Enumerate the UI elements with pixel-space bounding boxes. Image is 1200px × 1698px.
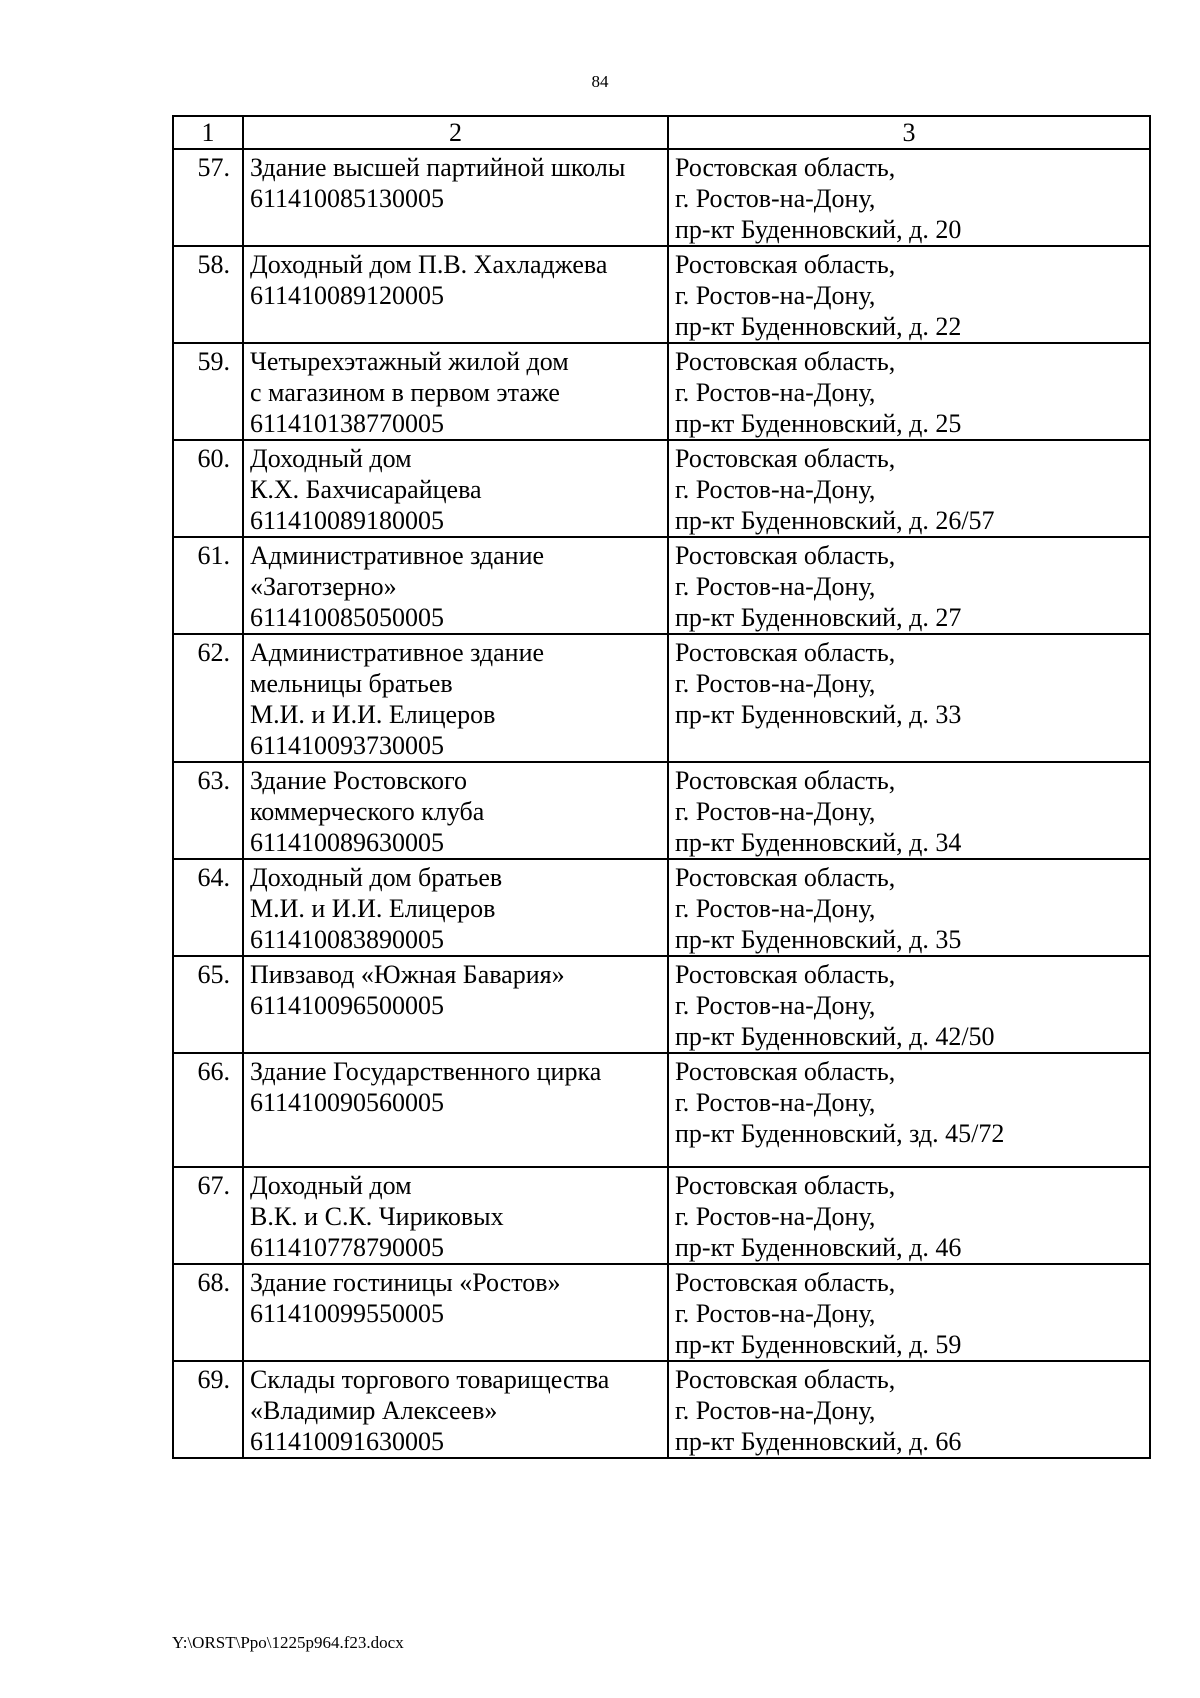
row-number: 63. <box>173 762 243 859</box>
object-name-line: 611410083890005 <box>250 925 445 954</box>
object-name-line: 611410099550005 <box>250 1299 445 1328</box>
object-name-cell <box>243 343 668 440</box>
object-name-line: Здание Государственного цирка <box>250 1057 602 1086</box>
object-name-line: «Заготзерно» <box>250 572 397 601</box>
address-cell <box>668 1053 1150 1167</box>
object-name-line: 611410089180005 <box>250 506 445 535</box>
row-number: 59. <box>173 343 243 440</box>
address-line: пр-кт Буденновский, д. 66 <box>675 1427 962 1456</box>
object-name-line: Доходный дом <box>250 444 412 473</box>
registry-table <box>172 115 1151 1459</box>
header-cell-address: 3 <box>668 116 1150 149</box>
table-row <box>173 537 1150 634</box>
address-line: Ростовская область, <box>675 766 896 795</box>
table-row <box>173 246 1150 343</box>
address-cell <box>668 956 1150 1053</box>
address-line: пр-кт Буденновский, д. 27 <box>675 603 962 632</box>
object-name-cell <box>243 149 668 246</box>
object-name-line: Доходный дом П.В. Хахладжева <box>250 250 608 279</box>
address-cell <box>668 1264 1150 1361</box>
address-line: Ростовская область, <box>675 1171 896 1200</box>
file-path-footer: Y:\ORST\Ppo\1225p964.f23.docx <box>172 1633 404 1652</box>
object-name-line: 611410089120005 <box>250 281 445 310</box>
object-name-line: Доходный дом братьев <box>250 863 503 892</box>
address-cell <box>668 343 1150 440</box>
address-line: Ростовская область, <box>675 250 896 279</box>
row-number: 62. <box>173 634 243 762</box>
row-number: 67. <box>173 1167 243 1264</box>
object-name-cell <box>243 956 668 1053</box>
address-line: Ростовская область, <box>675 444 896 473</box>
address-line: г. Ростов-на-Дону, <box>675 281 876 310</box>
address-line: пр-кт Буденновский, д. 59 <box>675 1330 962 1359</box>
address-line: пр-кт Буденновский, д. 35 <box>675 925 962 954</box>
object-name-line: М.И. и И.И. Елицеров <box>250 894 496 923</box>
object-name-line: Здание гостиницы «Ростов» <box>250 1268 561 1297</box>
object-name-line: Административное здание <box>250 541 545 570</box>
address-line: пр-кт Буденновский, д. 34 <box>675 828 962 857</box>
object-name-line: коммерческого клуба <box>250 797 485 826</box>
table-row <box>173 440 1150 537</box>
table-row <box>173 1053 1150 1167</box>
object-name-line: 611410778790005 <box>250 1233 445 1262</box>
object-name-line: 611410093730005 <box>250 731 445 760</box>
object-name-cell <box>243 440 668 537</box>
address-line: г. Ростов-на-Дону, <box>675 378 876 407</box>
address-line: г. Ростов-на-Дону, <box>675 1088 876 1117</box>
address-line: пр-кт Буденновский, д. 42/50 <box>675 1022 995 1051</box>
object-name-line: М.И. и И.И. Елицеров <box>250 700 496 729</box>
address-line: г. Ростов-на-Дону, <box>675 475 876 504</box>
address-line: Ростовская область, <box>675 863 896 892</box>
address-cell <box>668 1167 1150 1264</box>
object-name-line: 611410091630005 <box>250 1427 445 1456</box>
address-line: г. Ростов-на-Дону, <box>675 1202 876 1231</box>
address-line: г. Ростов-на-Дону, <box>675 894 876 923</box>
table-row <box>173 859 1150 956</box>
address-line: Ростовская область, <box>675 541 896 570</box>
address-cell <box>668 537 1150 634</box>
header-cell-name: 2 <box>243 116 668 149</box>
address-line: пр-кт Буденновский, д. 46 <box>675 1233 962 1262</box>
object-name-cell <box>243 1361 668 1458</box>
table-body <box>173 149 1150 1458</box>
row-number: 68. <box>173 1264 243 1361</box>
object-name-cell <box>243 634 668 762</box>
table-row <box>173 634 1150 762</box>
table-row <box>173 1264 1150 1361</box>
table-row <box>173 1361 1150 1458</box>
address-line: г. Ростов-на-Дону, <box>675 991 876 1020</box>
header-row <box>173 116 1150 149</box>
address-line: г. Ростов-на-Дону, <box>675 797 876 826</box>
row-number: 69. <box>173 1361 243 1458</box>
object-name-cell <box>243 1167 668 1264</box>
address-line: Ростовская область, <box>675 1057 896 1086</box>
object-name-cell <box>243 762 668 859</box>
object-name-line: 611410085050005 <box>250 603 445 632</box>
object-name-line: 611410090560005 <box>250 1088 445 1117</box>
table-row <box>173 1167 1150 1264</box>
address-line: пр-кт Буденновский, д. 26/57 <box>675 506 995 535</box>
object-name-cell <box>243 859 668 956</box>
row-number: 64. <box>173 859 243 956</box>
header-cell-number: 1 <box>173 116 243 149</box>
object-name-line: 611410096500005 <box>250 991 445 1020</box>
object-name-line: К.Х. Бахчисарайцева <box>250 475 482 504</box>
page-number: 84 <box>591 72 609 91</box>
address-line: Ростовская область, <box>675 1365 896 1394</box>
address-cell <box>668 859 1150 956</box>
object-name-line: Склады торгового товарищества <box>250 1365 610 1394</box>
object-name-line: В.К. и С.К. Чириковых <box>250 1202 504 1231</box>
address-line: Ростовская область, <box>675 1268 896 1297</box>
row-number: 60. <box>173 440 243 537</box>
address-line: г. Ростов-на-Дону, <box>675 572 876 601</box>
object-name-line: Здание Ростовского <box>250 766 468 795</box>
object-name-line: мельницы братьев <box>250 669 453 698</box>
object-name-cell <box>243 246 668 343</box>
address-line: пр-кт Буденновский, зд. 45/72 <box>675 1119 1005 1148</box>
row-number: 58. <box>173 246 243 343</box>
address-line: г. Ростов-на-Дону, <box>675 1299 876 1328</box>
address-line: пр-кт Буденновский, д. 33 <box>675 700 962 729</box>
address-cell <box>668 440 1150 537</box>
address-line: пр-кт Буденновский, д. 20 <box>675 215 962 244</box>
object-name-line: Административное здание <box>250 638 545 667</box>
object-name-cell <box>243 537 668 634</box>
address-line: пр-кт Буденновский, д. 25 <box>675 409 962 438</box>
row-number: 57. <box>173 149 243 246</box>
object-name-line: 611410089630005 <box>250 828 445 857</box>
address-line: г. Ростов-на-Дону, <box>675 1396 876 1425</box>
object-name-line: Пивзавод «Южная Бавария» <box>250 960 565 989</box>
table-row <box>173 343 1150 440</box>
address-line: Ростовская область, <box>675 960 896 989</box>
table-row <box>173 149 1150 246</box>
object-name-line: 611410138770005 <box>250 409 445 438</box>
address-cell <box>668 1361 1150 1458</box>
object-name-cell <box>243 1053 668 1167</box>
address-line: Ростовская область, <box>675 347 896 376</box>
address-cell <box>668 762 1150 859</box>
address-cell <box>668 634 1150 762</box>
table-row <box>173 762 1150 859</box>
row-number: 61. <box>173 537 243 634</box>
row-number: 65. <box>173 956 243 1053</box>
object-name-line: Доходный дом <box>250 1171 412 1200</box>
object-name-line: с магазином в первом этаже <box>250 378 560 407</box>
address-cell <box>668 246 1150 343</box>
address-line: Ростовская область, <box>675 153 896 182</box>
address-line: Ростовская область, <box>675 638 896 667</box>
address-line: г. Ростов-на-Дону, <box>675 669 876 698</box>
row-number: 66. <box>173 1053 243 1167</box>
address-line: пр-кт Буденновский, д. 22 <box>675 312 962 341</box>
object-name-line: Четырехэтажный жилой дом <box>250 347 569 376</box>
object-name-line: «Владимир Алексеев» <box>250 1396 498 1425</box>
table-row <box>173 956 1150 1053</box>
object-name-line: 611410085130005 <box>250 184 445 213</box>
object-name-cell <box>243 1264 668 1361</box>
address-cell <box>668 149 1150 246</box>
address-line: г. Ростов-на-Дону, <box>675 184 876 213</box>
object-name-line: Здание высшей партийной школы <box>250 153 626 182</box>
